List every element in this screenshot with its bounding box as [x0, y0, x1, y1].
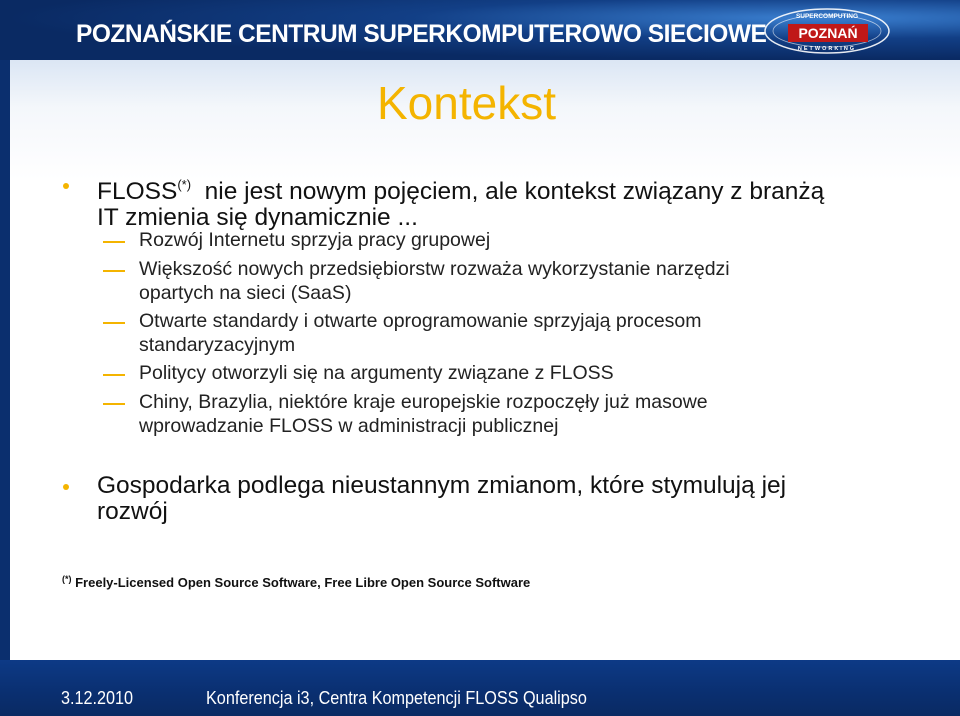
footnote-text: Freely-Licensed Open Source Software, Free Libre Open Source Software	[71, 575, 531, 590]
pcss-logo	[752, 4, 902, 58]
sub-bullet-5	[139, 390, 708, 438]
footer-date: 3.12.2010	[61, 688, 134, 708]
sub-bullet-dash	[103, 403, 125, 405]
sub-bullet-dash	[103, 241, 125, 243]
sub-bullet-dash	[103, 270, 125, 272]
header-banner	[0, 0, 960, 60]
slide-title: Kontekst	[377, 77, 556, 129]
sub-bullet-1-text: Rozwój Internetu sprzyja pracy grupowej	[139, 229, 491, 251]
logo-top-text: SUPERCOMPUTING	[795, 13, 859, 20]
bullet-dot	[63, 484, 69, 490]
bullet-1-text: nie jest nowym pojęciem, ale kontekst związany z branżą	[191, 178, 825, 205]
footer-banner	[0, 660, 960, 716]
bullet-dot	[63, 183, 69, 189]
sub-bullet-1	[139, 228, 490, 252]
bullet-1-sup: (*)	[177, 177, 192, 192]
sub-bullet-4	[139, 361, 614, 385]
bullet-1-line2: IT zmienia się dynamicznie ...	[97, 204, 418, 231]
slide-content-area	[10, 60, 960, 660]
footnote-sup: (*)	[62, 574, 72, 584]
bullet-2-line2: rozwój	[97, 498, 168, 525]
sub-bullet-3-line1: Otwarte standardy i otwarte oprogramowanie sprzyjają procesom	[139, 310, 702, 332]
bullet-1	[97, 172, 824, 231]
footnote	[62, 574, 530, 590]
sub-bullet-5-line1: Chiny, Brazylia, niektóre kraje europejskie rozpoczęły już masowe	[139, 391, 708, 413]
sub-bullet-dash	[103, 374, 125, 376]
header-title: POZNAŃSKIE CENTRUM SUPERKOMPUTEROWO SIECIOWE	[76, 20, 767, 48]
bullet-1-floss: FLOSS	[97, 178, 178, 205]
bullet-2	[97, 473, 786, 525]
sub-bullet-2	[139, 257, 730, 305]
logo-bottom-text: NETWORKING	[797, 46, 857, 52]
sub-bullet-5-line2: wprowadzanie FLOSS w administracji publicznej	[139, 415, 559, 437]
bullet-2-line1: Gospodarka podlega nieustannym zmianom, które stymulują jej	[97, 472, 787, 499]
logo-main-text: POZNAŃ	[798, 25, 858, 41]
sub-bullet-3	[139, 309, 702, 357]
sub-bullet-2-line2: opartych na sieci (SaaS)	[139, 282, 352, 304]
sub-bullet-3-line2: standaryzacyjnym	[139, 334, 296, 356]
sub-bullet-2-line1: Większość nowych przedsiębiorstw rozważa wykorzystanie narzędzi	[139, 258, 730, 280]
footer-conference-text: Konferencja i3, Centra Kompetencji FLOSS Qualipso	[206, 688, 587, 708]
sub-bullet-dash	[103, 322, 125, 324]
sub-bullet-4-text: Politycy otworzyli się na argumenty związane z FLOSS	[139, 362, 614, 384]
